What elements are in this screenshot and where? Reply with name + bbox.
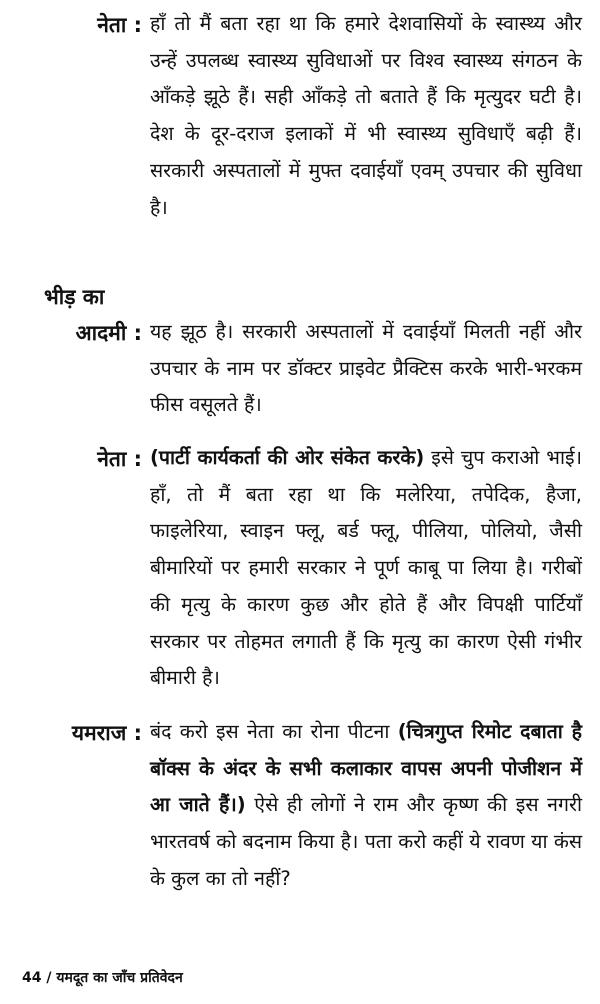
speaker-label: नेता xyxy=(97,13,127,37)
speaker-name-line2 xyxy=(60,314,142,352)
dialogue-body-before: बंद करो इस नेता का रोना पीटना xyxy=(150,720,390,743)
dialogue-text: यह झूठ है। सरकारी अस्पतालों में दवाईयाँ मिलती नहीं और उपचार के नाम पर डॉक्टर प्राइवेट प्रैक्टिस करके भारी-भरकम फीस वसूलते हैं। xyxy=(150,320,582,417)
speaker-label-line2: आदमी xyxy=(75,321,127,345)
speaker-name xyxy=(70,6,142,44)
dialogue-text xyxy=(150,714,582,898)
dialogue-body: ऐसे ही लोगों ने राम और कृष्ण की इस नगरी भारतवर्ष को बदनाम किया है। पता करो कहीं ये रावण या कंस के कुल का तो नहीं? xyxy=(150,793,582,890)
speaker-colon: : xyxy=(133,447,142,471)
dialogue-text: हाँ तो मैं बता रहा था कि हमारे देशवासियों के स्वास्थ्य और उन्हें उपलब्ध स्वास्थ्य सुविधाओं पर विश्व स्वास्थ्य संगठन के आँकड़े झूठे हैं। सही आँकड़े तो बताते हैं कि मृत्युदर घटी है। देश के दूर-दराज इलाकों में भी स्वास्थ्य सुविधाएँ बढ़ी हैं। सरकारी अस्पतालों में मुफ्त दवाईयाँ एवम् उपचार की सुविधा है। xyxy=(150,12,582,219)
speaker-name xyxy=(70,440,142,478)
speaker-colon: : xyxy=(133,13,142,37)
speaker-label: नेता xyxy=(97,447,127,471)
speaker-colon: : xyxy=(133,321,142,345)
page-footer xyxy=(22,968,183,987)
footer-separator: / xyxy=(46,970,52,986)
speaker-colon: : xyxy=(133,721,142,745)
speaker-label-line1: भीड़ का xyxy=(44,285,105,309)
stage-direction: (पार्टी कार्यकर्ता की ओर संकेत करके) xyxy=(150,446,425,469)
page-number: 44 xyxy=(22,970,42,986)
speaker-label: यमराज xyxy=(71,721,127,745)
speaker-name-line1 xyxy=(44,278,104,316)
dialogue-body: इसे चुप कराओ भाई। हाँ, तो मैं बता रहा था कि मलेरिया, तपेदिक, हैजा, फाइलेरिया, स्वाइन फ्लू, बर्ड फ्लू, पीलिया, पोलियो, जैसी बीमारियों पर हमारी सरकार ने पूर्ण काबू पा लिया है। गरीबों की मृत्यु के कारण कुछ और होते हैं और विपक्षी पार्टियाँ सरकार पर तोहमत लगाती हैं कि मृत्यु का कारण ऐसी गंभीर बीमारी है। xyxy=(150,446,582,690)
book-title: यमदूत का जाँच प्रतिवेदन xyxy=(56,970,183,986)
speaker-name xyxy=(40,714,142,752)
dialogue-text xyxy=(150,440,582,697)
stage-direction: (चित्रगुप्त रिमोट दबाता है बॉक्स के अंदर के सभी कलाकार वापस अपनी पोजीशन में आ जाते हैं।) xyxy=(150,720,583,817)
